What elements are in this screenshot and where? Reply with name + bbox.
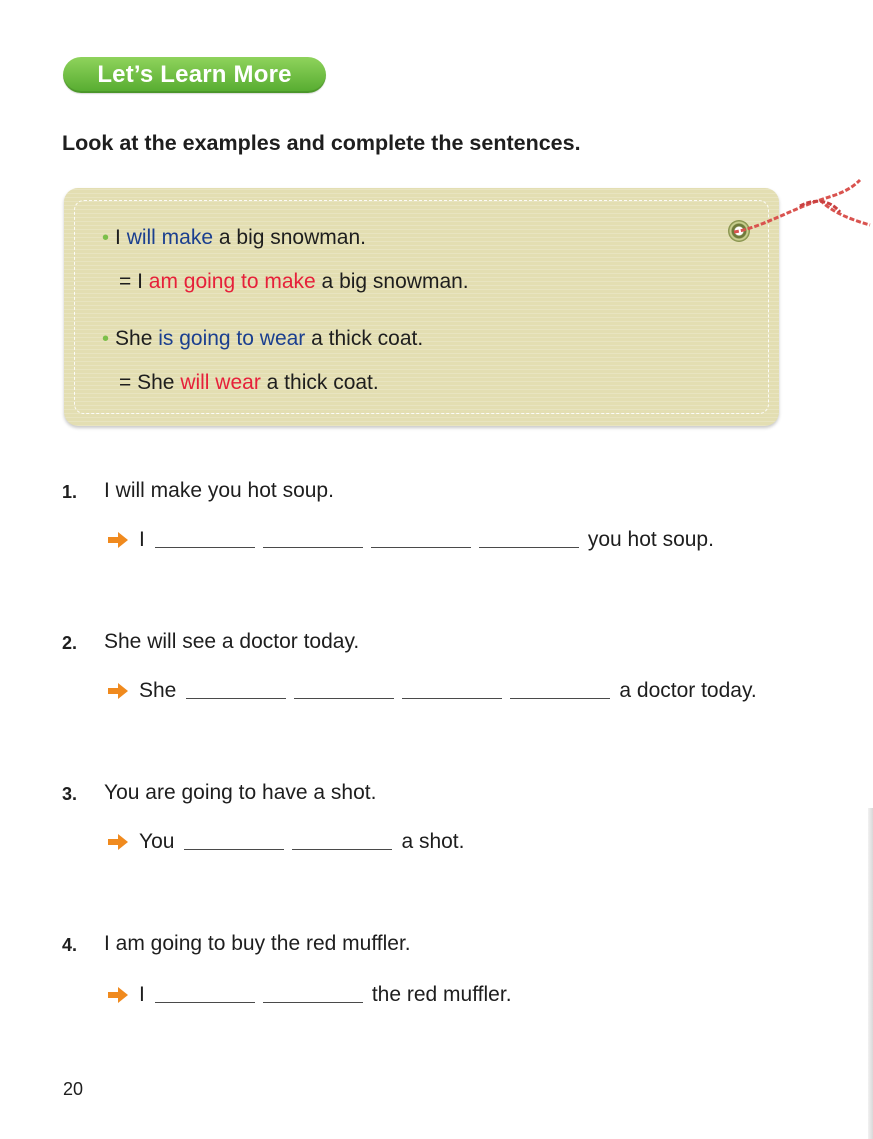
answer-blank[interactable] (184, 848, 284, 850)
blue-highlight: will make (126, 226, 214, 249)
exercise-1-answer-row: I you hot soup. (107, 528, 714, 552)
arrow-right-icon (107, 986, 129, 1004)
red-highlight: am going to make (148, 270, 316, 293)
answer-blank[interactable] (263, 1001, 363, 1003)
bullet-icon: • (102, 328, 110, 350)
exercise-3-answer-row: You a shot. (107, 830, 464, 854)
arrow-right-icon (107, 531, 129, 549)
exercise-4-number: 4. (62, 935, 78, 955)
section-badge: Let’s Learn More (63, 57, 326, 93)
exercise-2-number: 2. (62, 633, 78, 653)
answer-blank[interactable] (155, 1001, 255, 1003)
answer-blank[interactable] (294, 697, 394, 699)
tag-string-icon (730, 170, 873, 250)
example-2-line: • She is going to wear a thick coat. (102, 327, 424, 350)
red-highlight: will wear (180, 371, 261, 394)
page-number: 20 (63, 1079, 84, 1099)
answer-blank[interactable] (263, 546, 363, 548)
bullet-icon: • (102, 227, 110, 249)
answer-blank[interactable] (402, 697, 502, 699)
exercise-2-prompt: She will see a doctor today. (104, 630, 360, 653)
example-2-equivalent: = She will wear a thick coat. (119, 371, 379, 394)
example-1-equivalent: = I am going to make a big snowman. (119, 270, 469, 293)
page-edge-strip (868, 808, 873, 1139)
answer-blank[interactable] (186, 697, 286, 699)
instruction-heading: Look at the examples and complete the sentences. (62, 131, 581, 155)
answer-blank[interactable] (510, 697, 610, 699)
exercise-4-prompt: I am going to buy the red muffler. (104, 932, 411, 955)
arrow-right-icon (107, 682, 129, 700)
exercise-1-prompt: I will make you hot soup. (104, 479, 334, 502)
arrow-right-icon (107, 833, 129, 851)
exercise-1-number: 1. (62, 482, 78, 502)
exercise-4-answer-row: I the red muffler. (107, 983, 512, 1007)
answer-blank[interactable] (479, 546, 579, 548)
example-1-line: • I will make a big snowman. (102, 226, 366, 249)
exercise-3-prompt: You are going to have a shot. (104, 781, 377, 804)
exercise-2-answer-row: She a doctor today. (107, 679, 757, 703)
example-tag-card (64, 188, 779, 426)
answer-blank[interactable] (155, 546, 255, 548)
answer-blank[interactable] (292, 848, 392, 850)
answer-blank[interactable] (371, 546, 471, 548)
blue-highlight: is going to wear (158, 327, 306, 350)
exercise-3-number: 3. (62, 784, 78, 804)
